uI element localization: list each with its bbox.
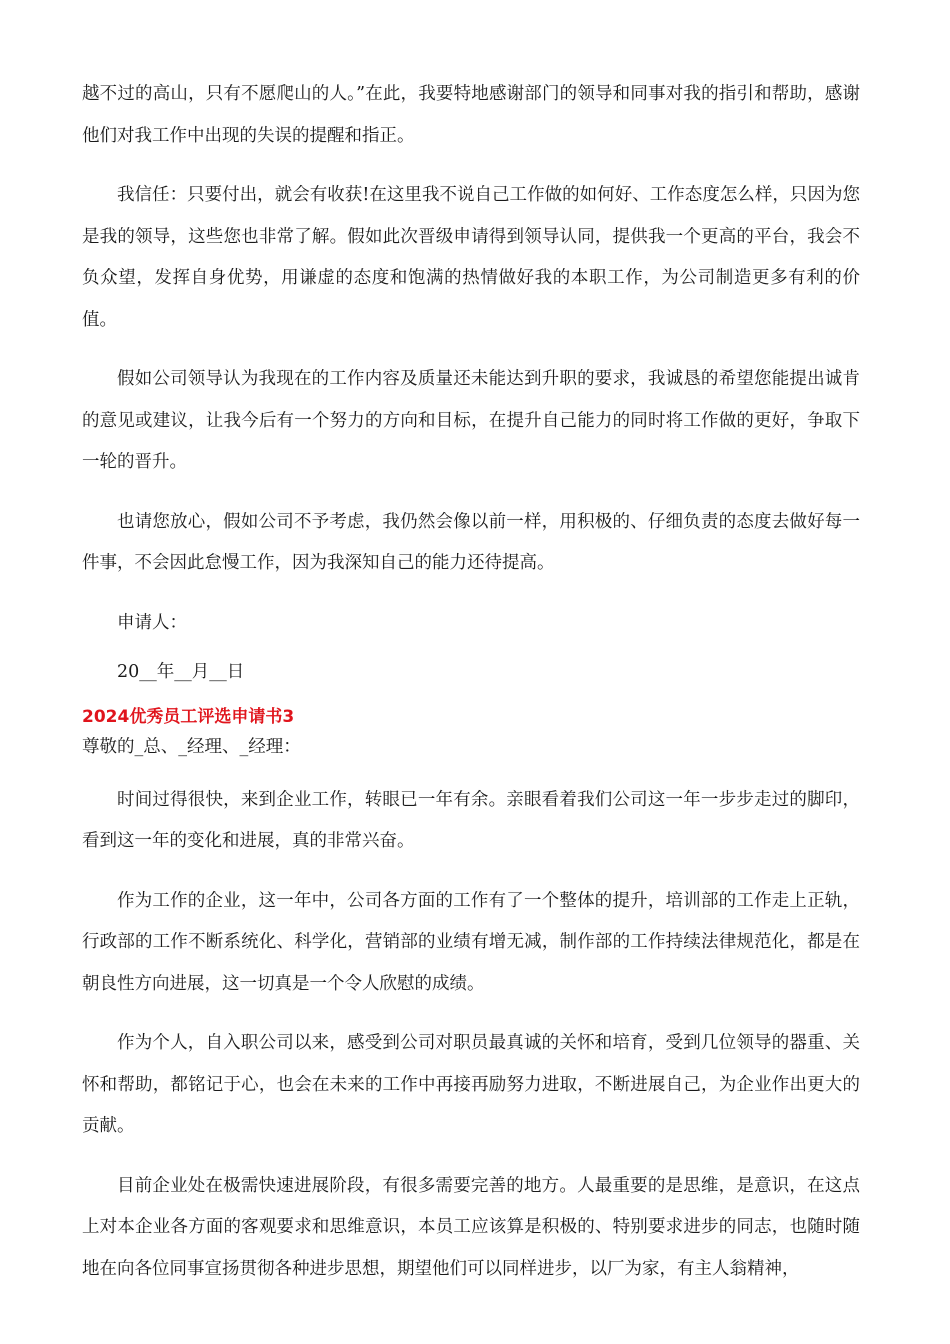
paragraph-reassurance: 也请您放心，假如公司不予考虑，我仍然会像以前一样，用积极的、仔细负责的态度去做好每一件事，不会因此怠慢工作，因为我深知自己的能力还待提高。: [82, 511, 860, 573]
paragraph-if-not-promoted: 假如公司领导认为我现在的工作内容及质量还未能达到升职的要求，我诚恳的希望您能提出诚肯的意见或建议，让我今后有一个努力的方向和目标，在提升自己能力的同时将工作做的更好，争取下一轮的晋升。: [82, 369, 860, 472]
paragraph-intro-continuation: 越不过的高山，只有不愿爬山的人。”在此，我要特地感谢部门的领导和同事对我的指引和帮助，感谢他们对我工作中出现的失误的提醒和指正。: [82, 84, 860, 146]
paragraph-trust: 我信任：只要付出，就会有收获!在这里我不说自己工作做的如何好、工作态度怎么样，只因为您是我的领导，这些您也非常了解。假如此次晋级申请得到领导认同，提供我一个更高的平台，我会不负众望，发挥自身优势，用谦虚的态度和饱满的热情做好我的本职工作，为公司制造更多有利的价值。: [82, 185, 860, 330]
paragraph-company-progress: 作为工作的企业，这一年中，公司各方面的工作有了一个整体的提升，培训部的工作走上正轨，行政部的工作不断系统化、科学化，营销部的业绩有增无减，制作部的工作持续法律规范化，都是在朝良性方向进展，这一切真是一个令人欣慰的成绩。: [82, 890, 860, 994]
paragraph-personal-growth: 作为个人，自入职公司以来，感受到公司对职员最真诚的关怀和培育，受到几位领导的器重、关怀和帮助，都铭记于心，也会在未来的工作中再接再励努力进取，不断进展自己，为企业作出更大的贡献。: [82, 1033, 860, 1136]
salutation: 尊敬的_总、_经理、_经理：: [82, 736, 301, 757]
paragraph-time-passes: 时间过得很快，来到企业工作，转眼已一年有余。亲眼看着我们公司这一年一步步走过的脚印，看到这一年的变化和进展，真的非常兴奋。: [82, 789, 860, 851]
section-title: 2024优秀员工评选申请书3: [82, 706, 295, 727]
date-line: 20__年__月__日: [117, 662, 245, 682]
paragraph-current-stage: 目前企业处在极需快速进展阶段，有很多需要完善的地方。人最重要的是思维，是意识，在这点上对本企业各方面的客观要求和思维意识，本员工应该算是积极的、特别要求进步的同志，也随时随地在向各位同事宣扬贯彻各种进步思想，期望他们可以同样进步，以厂为家，有主人翁精神，: [82, 1175, 860, 1279]
applicant-label: 申请人：: [117, 612, 187, 633]
